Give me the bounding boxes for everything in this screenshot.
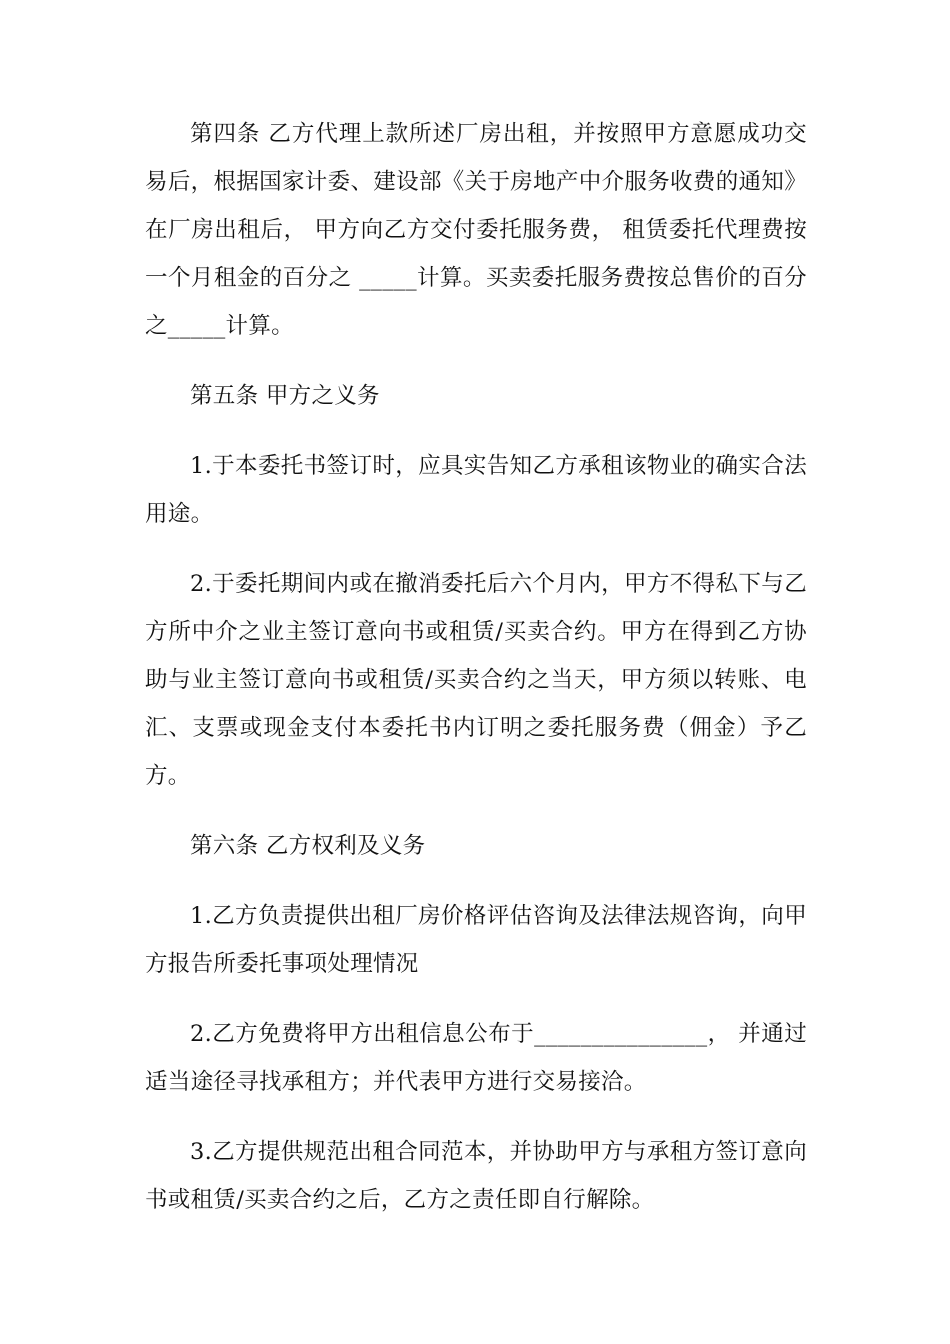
document-page <box>145 110 807 1246</box>
article-6-item-1: 1.乙方负责提供出租厂房价格评估咨询及法律法规咨询，向甲方报告所委托事项处理情况 <box>145 903 807 977</box>
article-6-heading: 第六条 乙方权利及义务 <box>190 833 426 859</box>
article-5-heading: 第五条 甲方之义务 <box>190 383 380 409</box>
article-6-item-3: 3.乙方提供规范出租合同范本，并协助甲方与承租方签订意向书或租赁/买卖合约之后，乙方之责任即自行解除。 <box>145 1139 807 1213</box>
article-5-item-1: 1.于本委托书签订时，应具实告知乙方承租该物业的确实合法用途。 <box>145 453 807 527</box>
article-4-paragraph: 第四条 乙方代理上款所述厂房出租，并按照甲方意愿成功交易后，根据国家计委、建设部《关于房地产中介服务收费的通知》在厂房出租后， 甲方向乙方交付委托服务费， 租赁委托代理费按一个月租金的百分之 _____计算。买卖委托服务费按总售价的百分之_____计算。 <box>145 121 807 339</box>
article-6-item-2: 2.乙方免费将甲方出租信息公布于_______________， 并通过适当途径寻找承租方；并代表甲方进行交易接洽。 <box>145 1021 807 1095</box>
article-5-item-2: 2.于委托期间内或在撤消委托后六个月内，甲方不得私下与乙方所中介之业主签订意向书或租赁/买卖合约。甲方在得到乙方协助与业主签订意向书或租赁/买卖合约之当天，甲方须以转账、电汇、支票或现金支付本委托书内订明之委托服务费（佣金）予乙方。 <box>145 571 807 789</box>
